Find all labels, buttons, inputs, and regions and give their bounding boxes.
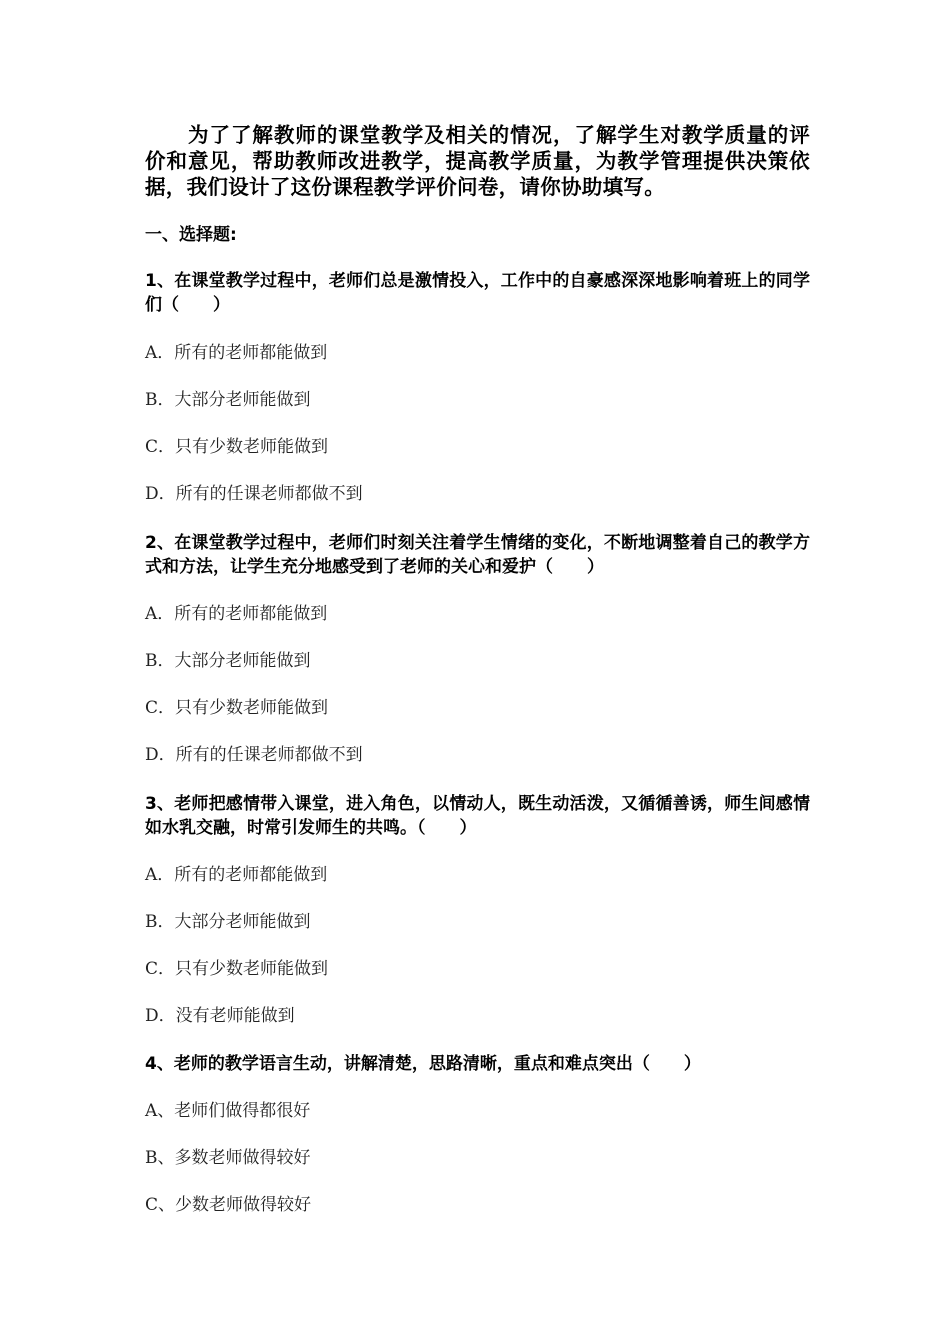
question-2-option-c: C．只有少数老师能做到 (145, 698, 329, 718)
question-2-option-b: B．大部分老师能做到 (145, 651, 311, 671)
question-1-option-c: C．只有少数老师能做到 (145, 437, 329, 457)
intro-paragraph: 为了了解教师的课堂教学及相关的情况，了解学生对教学质量的评价和意见，帮助教师改进教学，提高教学质量，为教学管理提供决策依据，我们设计了这份课程教学评价问卷，请你协助填写。 (145, 123, 810, 199)
question-2-option-d: D．所有的任课老师都做不到 (145, 745, 363, 765)
question-1-option-d: D．所有的任课老师都做不到 (145, 484, 363, 504)
section-title: 一、选择题: (145, 225, 237, 245)
question-4-option-a: A、老师们做得都很好 (145, 1101, 311, 1121)
question-3-option-d: D．没有老师能做到 (145, 1006, 295, 1026)
question-2: 2、在课堂教学过程中，老师们时刻关注着学生情绪的变化，不断地调整着自己的教学方式和方法，让学生充分地感受到了老师的关心和爱护（ ） (145, 533, 810, 577)
question-3-option-c: C．只有少数老师能做到 (145, 959, 329, 979)
question-2-option-a: A．所有的老师都能做到 (145, 604, 328, 624)
question-3: 3、老师把感情带入课堂，进入角色，以情动人，既生动活泼，又循循善诱，师生间感情如水乳交融，时常引发师生的共鸣。（ ） (145, 794, 810, 838)
question-1: 1、在课堂教学过程中，老师们总是激情投入，工作中的自豪感深深地影响着班上的同学们（ ） (145, 271, 810, 315)
question-4-option-c: C、少数老师做得较好 (145, 1195, 312, 1215)
question-1-option-b: B．大部分老师能做到 (145, 390, 311, 410)
document-page (145, 0, 810, 1344)
question-1-option-a: A．所有的老师都能做到 (145, 343, 328, 363)
question-3-option-a: A．所有的老师都能做到 (145, 865, 328, 885)
question-4-option-b: B、多数老师做得较好 (145, 1148, 311, 1168)
question-4: 4、老师的教学语言生动，讲解清楚，思路清晰，重点和难点突出（ ） (145, 1054, 701, 1074)
question-3-option-b: B．大部分老师能做到 (145, 912, 311, 932)
